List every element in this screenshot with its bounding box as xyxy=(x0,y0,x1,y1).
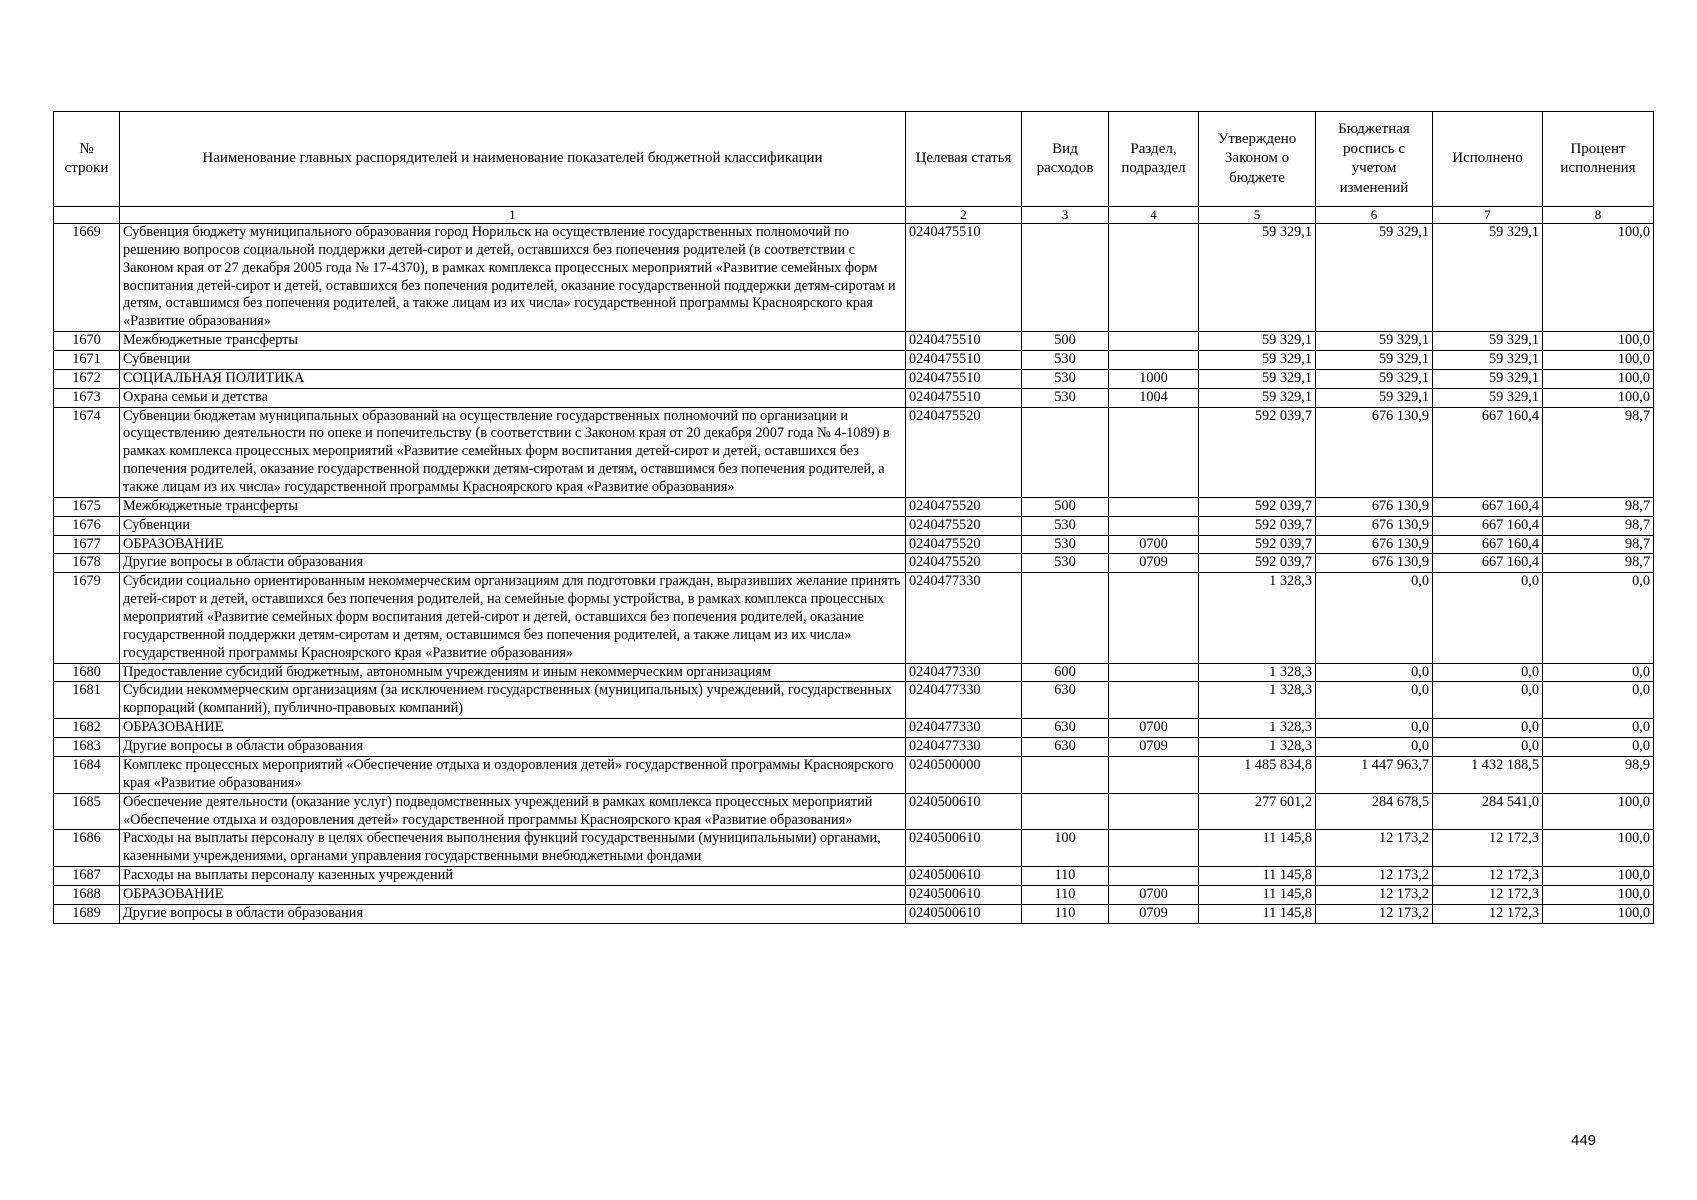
row-budget-cell: 0,0 xyxy=(1316,663,1433,682)
row-approved-cell: 11 145,8 xyxy=(1199,885,1316,904)
row-budget-cell: 59 329,1 xyxy=(1316,224,1433,332)
table-row xyxy=(54,516,1654,535)
row-target-cell: 0240500610 xyxy=(906,904,1022,923)
row-approved-cell: 592 039,7 xyxy=(1199,516,1316,535)
row-target-cell: 0240500610 xyxy=(906,793,1022,830)
row-executed-cell: 12 172,3 xyxy=(1433,830,1543,867)
row-target-cell: 0240477330 xyxy=(906,682,1022,719)
row-target-cell: 0240477330 xyxy=(906,663,1022,682)
row-budget-cell: 676 130,9 xyxy=(1316,516,1433,535)
row-kind-cell: 500 xyxy=(1022,332,1109,351)
row-name-cell: Межбюджетные трансферты xyxy=(120,332,906,351)
row-percent-cell: 100,0 xyxy=(1543,904,1654,923)
table-row xyxy=(54,663,1654,682)
column-number: 2 xyxy=(906,207,1022,224)
row-name-cell: Субвенции бюджетам муниципальных образований на осуществление государственных полномочий по организации и осуществлению деятельности по опеке и попечительству (в соответствии с Законом края от 20 декабря 2007 года № 4-1089) в рамках комплекса процессных мероприятий «Развитие семейных форм воспитания детей-сирот и детей, оставшихся без попечения родителей, оказание государственной поддержки детям-сиротам и детям, оставшимся без попечения родителей, а также лицам из их числа» государственной программы Красноярского края «Развитие образования» xyxy=(120,407,906,497)
row-section-cell xyxy=(1109,497,1199,516)
row-percent-cell: 100,0 xyxy=(1543,793,1654,830)
column-number: 5 xyxy=(1199,207,1316,224)
table-row xyxy=(54,830,1654,867)
row-budget-cell: 676 130,9 xyxy=(1316,554,1433,573)
page-number: 449 xyxy=(1571,1132,1597,1149)
row-target-cell: 0240475520 xyxy=(906,407,1022,497)
row-executed-cell: 59 329,1 xyxy=(1433,388,1543,407)
row-executed-cell: 0,0 xyxy=(1433,573,1543,663)
row-section-cell: 0709 xyxy=(1109,738,1199,757)
row-section-cell: 0700 xyxy=(1109,719,1199,738)
row-approved-cell: 11 145,8 xyxy=(1199,904,1316,923)
row-section-cell: 1004 xyxy=(1109,388,1199,407)
row-section-cell xyxy=(1109,224,1199,332)
row-kind-cell: 630 xyxy=(1022,738,1109,757)
row-percent-cell: 0,0 xyxy=(1543,663,1654,682)
row-budget-cell: 0,0 xyxy=(1316,719,1433,738)
row-number-cell: 1674 xyxy=(54,407,120,497)
row-approved-cell: 59 329,1 xyxy=(1199,369,1316,388)
row-kind-cell: 530 xyxy=(1022,388,1109,407)
row-percent-cell: 98,7 xyxy=(1543,535,1654,554)
row-executed-cell: 667 160,4 xyxy=(1433,516,1543,535)
row-percent-cell: 100,0 xyxy=(1543,867,1654,886)
row-target-cell: 0240500000 xyxy=(906,756,1022,793)
row-executed-cell: 12 172,3 xyxy=(1433,867,1543,886)
header-section: Раздел, подраздел xyxy=(1109,112,1199,207)
row-kind-cell xyxy=(1022,407,1109,497)
row-target-cell: 0240477330 xyxy=(906,738,1022,757)
row-kind-cell: 600 xyxy=(1022,663,1109,682)
row-percent-cell: 0,0 xyxy=(1543,573,1654,663)
row-budget-cell: 59 329,1 xyxy=(1316,332,1433,351)
row-section-cell xyxy=(1109,756,1199,793)
table-body xyxy=(54,224,1654,924)
column-number: 3 xyxy=(1022,207,1109,224)
row-number-cell: 1682 xyxy=(54,719,120,738)
table-row xyxy=(54,904,1654,923)
row-executed-cell: 59 329,1 xyxy=(1433,224,1543,332)
column-number: 7 xyxy=(1433,207,1543,224)
row-name-cell: Обеспечение деятельности (оказание услуг) подведомственных учреждений в рамках комплекса процессных мероприятий «Обеспечение отдыха и оздоровления детей» государственной программы Красноярского края «Развитие образования» xyxy=(120,793,906,830)
row-name-cell: Субсидии некоммерческим организациям (за исключением государственных (муниципальных) учреждений, государственных корпораций (компаний), публично-правовых компаний) xyxy=(120,682,906,719)
row-name-cell: Субсидии социально ориентированным некоммерческим организациям для подготовки граждан, выразивших желание принять детей-сирот и детей, оставшихся без попечения родителей, на семейные формы устройства, в рамках комплекса процессных мероприятий «Развитие семейных форм воспитания детей-сирот и детей, оставшихся без попечения родителей, оказание государственной поддержки детям-сиротам и детям, оставшимся без попечения родителей, а также лицам из их числа» государственной программы Красноярского края «Развитие образования» xyxy=(120,573,906,663)
column-number: 1 xyxy=(120,207,906,224)
table-row xyxy=(54,351,1654,370)
row-target-cell: 0240475510 xyxy=(906,351,1022,370)
row-section-cell xyxy=(1109,516,1199,535)
row-kind-cell: 110 xyxy=(1022,885,1109,904)
row-approved-cell: 59 329,1 xyxy=(1199,224,1316,332)
row-kind-cell: 530 xyxy=(1022,516,1109,535)
row-executed-cell: 0,0 xyxy=(1433,738,1543,757)
row-executed-cell: 284 541,0 xyxy=(1433,793,1543,830)
row-section-cell xyxy=(1109,682,1199,719)
column-numbers-row xyxy=(54,207,1654,224)
row-percent-cell: 98,7 xyxy=(1543,554,1654,573)
row-target-cell: 0240477330 xyxy=(906,573,1022,663)
row-target-cell: 0240475510 xyxy=(906,388,1022,407)
row-approved-cell: 59 329,1 xyxy=(1199,388,1316,407)
row-name-cell: Межбюджетные трансферты xyxy=(120,497,906,516)
table-row xyxy=(54,407,1654,497)
row-kind-cell: 500 xyxy=(1022,497,1109,516)
row-number-cell: 1687 xyxy=(54,867,120,886)
row-name-cell: Комплекс процессных мероприятий «Обеспечение отдыха и оздоровления детей» государственной программы Красноярского края «Развитие образования» xyxy=(120,756,906,793)
row-name-cell: Расходы на выплаты персоналу в целях обеспечения выполнения функций государственными (муниципальными) органами, казенными учреждениями, органами управления государственными внебюджетными фондами xyxy=(120,830,906,867)
row-number-cell: 1672 xyxy=(54,369,120,388)
row-budget-cell: 676 130,9 xyxy=(1316,407,1433,497)
table-row xyxy=(54,719,1654,738)
row-executed-cell: 667 160,4 xyxy=(1433,554,1543,573)
table-row xyxy=(54,332,1654,351)
row-kind-cell: 110 xyxy=(1022,904,1109,923)
row-percent-cell: 100,0 xyxy=(1543,224,1654,332)
row-number-cell: 1685 xyxy=(54,793,120,830)
row-approved-cell: 1 328,3 xyxy=(1199,738,1316,757)
row-section-cell xyxy=(1109,351,1199,370)
row-section-cell: 0700 xyxy=(1109,885,1199,904)
header-target: Целевая статья xyxy=(906,112,1022,207)
row-kind-cell: 530 xyxy=(1022,554,1109,573)
row-name-cell: Расходы на выплаты персоналу казенных учреждений xyxy=(120,867,906,886)
row-approved-cell: 1 328,3 xyxy=(1199,719,1316,738)
row-target-cell: 0240475520 xyxy=(906,516,1022,535)
row-budget-cell: 284 678,5 xyxy=(1316,793,1433,830)
row-approved-cell: 11 145,8 xyxy=(1199,830,1316,867)
row-section-cell: 0700 xyxy=(1109,535,1199,554)
row-section-cell xyxy=(1109,867,1199,886)
row-section-cell xyxy=(1109,407,1199,497)
row-name-cell: Субвенции xyxy=(120,351,906,370)
row-kind-cell: 530 xyxy=(1022,351,1109,370)
row-budget-cell: 1 447 963,7 xyxy=(1316,756,1433,793)
row-percent-cell: 100,0 xyxy=(1543,332,1654,351)
row-budget-cell: 676 130,9 xyxy=(1316,535,1433,554)
table-row xyxy=(54,554,1654,573)
row-kind-cell xyxy=(1022,756,1109,793)
row-percent-cell: 100,0 xyxy=(1543,369,1654,388)
row-section-cell: 0709 xyxy=(1109,904,1199,923)
row-name-cell: ОБРАЗОВАНИЕ xyxy=(120,885,906,904)
row-number-cell: 1679 xyxy=(54,573,120,663)
row-approved-cell: 592 039,7 xyxy=(1199,497,1316,516)
row-percent-cell: 100,0 xyxy=(1543,388,1654,407)
row-number-cell: 1678 xyxy=(54,554,120,573)
row-number-cell: 1669 xyxy=(54,224,120,332)
row-target-cell: 0240500610 xyxy=(906,885,1022,904)
row-section-cell xyxy=(1109,830,1199,867)
row-executed-cell: 0,0 xyxy=(1433,719,1543,738)
column-number: 6 xyxy=(1316,207,1433,224)
row-percent-cell: 98,7 xyxy=(1543,407,1654,497)
row-target-cell: 0240475520 xyxy=(906,535,1022,554)
table-row xyxy=(54,535,1654,554)
row-budget-cell: 0,0 xyxy=(1316,682,1433,719)
row-name-cell: ОБРАЗОВАНИЕ xyxy=(120,719,906,738)
row-percent-cell: 100,0 xyxy=(1543,830,1654,867)
row-percent-cell: 0,0 xyxy=(1543,719,1654,738)
row-name-cell: Субвенция бюджету муниципального образования город Норильск на осуществление государственных полномочий по решению вопросов социальной поддержки детей-сирот и детей, оставшихся без попечения родителей (в соответствии с Законом края от 27 декабря 2005 года № 17-4370), в рамках комплекса процессных мероприятий «Развитие семейных форм воспитания детей-сирот и детей, оставшихся без попечения родителей, оказание государственной поддержки детям-сиротам и детям, оставшимся без попечения родителей, а также лицам из их числа» государственной программы Красноярского края «Развитие образования» xyxy=(120,224,906,332)
row-executed-cell: 12 172,3 xyxy=(1433,885,1543,904)
row-target-cell: 0240475520 xyxy=(906,554,1022,573)
row-target-cell: 0240475510 xyxy=(906,332,1022,351)
row-executed-cell: 12 172,3 xyxy=(1433,904,1543,923)
row-number-cell: 1670 xyxy=(54,332,120,351)
row-target-cell: 0240477330 xyxy=(906,719,1022,738)
table-row xyxy=(54,756,1654,793)
table-header xyxy=(54,112,1654,224)
row-kind-cell xyxy=(1022,793,1109,830)
row-section-cell: 1000 xyxy=(1109,369,1199,388)
row-target-cell: 0240500610 xyxy=(906,867,1022,886)
row-target-cell: 0240475510 xyxy=(906,224,1022,332)
row-number-cell: 1680 xyxy=(54,663,120,682)
table-row xyxy=(54,738,1654,757)
table-row xyxy=(54,573,1654,663)
table-row xyxy=(54,867,1654,886)
row-executed-cell: 1 432 188,5 xyxy=(1433,756,1543,793)
row-approved-cell: 277 601,2 xyxy=(1199,793,1316,830)
row-budget-cell: 12 173,2 xyxy=(1316,830,1433,867)
row-percent-cell: 0,0 xyxy=(1543,738,1654,757)
row-number-cell: 1677 xyxy=(54,535,120,554)
row-section-cell xyxy=(1109,332,1199,351)
row-section-cell xyxy=(1109,793,1199,830)
row-approved-cell: 59 329,1 xyxy=(1199,332,1316,351)
row-approved-cell: 11 145,8 xyxy=(1199,867,1316,886)
table-row xyxy=(54,224,1654,332)
row-kind-cell: 630 xyxy=(1022,719,1109,738)
row-name-cell: Субвенции xyxy=(120,516,906,535)
row-percent-cell: 100,0 xyxy=(1543,885,1654,904)
row-percent-cell: 98,7 xyxy=(1543,497,1654,516)
row-number-cell: 1686 xyxy=(54,830,120,867)
row-budget-cell: 0,0 xyxy=(1316,738,1433,757)
row-kind-cell: 100 xyxy=(1022,830,1109,867)
row-budget-cell: 59 329,1 xyxy=(1316,351,1433,370)
row-executed-cell: 59 329,1 xyxy=(1433,351,1543,370)
header-executed: Исполнено xyxy=(1433,112,1543,207)
header-budget: Бюджетная роспись с учетом изменений xyxy=(1316,112,1433,207)
row-approved-cell: 59 329,1 xyxy=(1199,351,1316,370)
row-executed-cell: 667 160,4 xyxy=(1433,535,1543,554)
table-row xyxy=(54,793,1654,830)
row-target-cell: 0240500610 xyxy=(906,830,1022,867)
table-row xyxy=(54,885,1654,904)
row-number-cell: 1688 xyxy=(54,885,120,904)
header-name: Наименование главных распорядителей и наименование показателей бюджетной классификации xyxy=(120,112,906,207)
budget-execution-table xyxy=(53,111,1654,924)
row-number-cell: 1676 xyxy=(54,516,120,535)
row-approved-cell: 592 039,7 xyxy=(1199,554,1316,573)
row-executed-cell: 667 160,4 xyxy=(1433,407,1543,497)
table-row xyxy=(54,388,1654,407)
row-budget-cell: 0,0 xyxy=(1316,573,1433,663)
table-row xyxy=(54,682,1654,719)
table-row xyxy=(54,497,1654,516)
row-kind-cell: 110 xyxy=(1022,867,1109,886)
row-budget-cell: 59 329,1 xyxy=(1316,388,1433,407)
row-name-cell: Охрана семьи и детства xyxy=(120,388,906,407)
row-percent-cell: 98,9 xyxy=(1543,756,1654,793)
row-approved-cell: 592 039,7 xyxy=(1199,535,1316,554)
row-approved-cell: 1 328,3 xyxy=(1199,573,1316,663)
row-kind-cell xyxy=(1022,573,1109,663)
row-approved-cell: 1 328,3 xyxy=(1199,682,1316,719)
row-budget-cell: 12 173,2 xyxy=(1316,885,1433,904)
row-executed-cell: 0,0 xyxy=(1433,682,1543,719)
row-number-cell: 1675 xyxy=(54,497,120,516)
row-kind-cell: 530 xyxy=(1022,369,1109,388)
header-percent: Процент исполнения xyxy=(1543,112,1654,207)
row-budget-cell: 59 329,1 xyxy=(1316,369,1433,388)
row-number-cell: 1683 xyxy=(54,738,120,757)
row-target-cell: 0240475520 xyxy=(906,497,1022,516)
row-section-cell: 0709 xyxy=(1109,554,1199,573)
row-percent-cell: 98,7 xyxy=(1543,516,1654,535)
row-budget-cell: 12 173,2 xyxy=(1316,904,1433,923)
row-approved-cell: 1 328,3 xyxy=(1199,663,1316,682)
row-executed-cell: 0,0 xyxy=(1433,663,1543,682)
row-kind-cell: 630 xyxy=(1022,682,1109,719)
row-budget-cell: 12 173,2 xyxy=(1316,867,1433,886)
row-number-cell: 1671 xyxy=(54,351,120,370)
row-name-cell: Другие вопросы в области образования xyxy=(120,738,906,757)
row-approved-cell: 592 039,7 xyxy=(1199,407,1316,497)
column-number: 8 xyxy=(1543,207,1654,224)
row-kind-cell xyxy=(1022,224,1109,332)
row-percent-cell: 100,0 xyxy=(1543,351,1654,370)
row-section-cell xyxy=(1109,573,1199,663)
row-name-cell: СОЦИАЛЬНАЯ ПОЛИТИКА xyxy=(120,369,906,388)
row-name-cell: Другие вопросы в области образования xyxy=(120,904,906,923)
row-number-cell: 1684 xyxy=(54,756,120,793)
row-executed-cell: 59 329,1 xyxy=(1433,332,1543,351)
row-executed-cell: 667 160,4 xyxy=(1433,497,1543,516)
header-approved: Утверждено Законом о бюджете xyxy=(1199,112,1316,207)
row-name-cell: ОБРАЗОВАНИЕ xyxy=(120,535,906,554)
column-number-blank xyxy=(54,207,120,224)
row-number-cell: 1673 xyxy=(54,388,120,407)
header-kind: Вид расходов xyxy=(1022,112,1109,207)
row-number-cell: 1681 xyxy=(54,682,120,719)
row-kind-cell: 530 xyxy=(1022,535,1109,554)
row-number-cell: 1689 xyxy=(54,904,120,923)
row-section-cell xyxy=(1109,663,1199,682)
row-approved-cell: 1 485 834,8 xyxy=(1199,756,1316,793)
header-row-no: № строки xyxy=(54,112,120,207)
row-name-cell: Другие вопросы в области образования xyxy=(120,554,906,573)
row-executed-cell: 59 329,1 xyxy=(1433,369,1543,388)
row-budget-cell: 676 130,9 xyxy=(1316,497,1433,516)
row-percent-cell: 0,0 xyxy=(1543,682,1654,719)
column-number: 4 xyxy=(1109,207,1199,224)
row-target-cell: 0240475510 xyxy=(906,369,1022,388)
row-name-cell: Предоставление субсидий бюджетным, автономным учреждениям и иным некоммерческим организациям xyxy=(120,663,906,682)
table-row xyxy=(54,369,1654,388)
